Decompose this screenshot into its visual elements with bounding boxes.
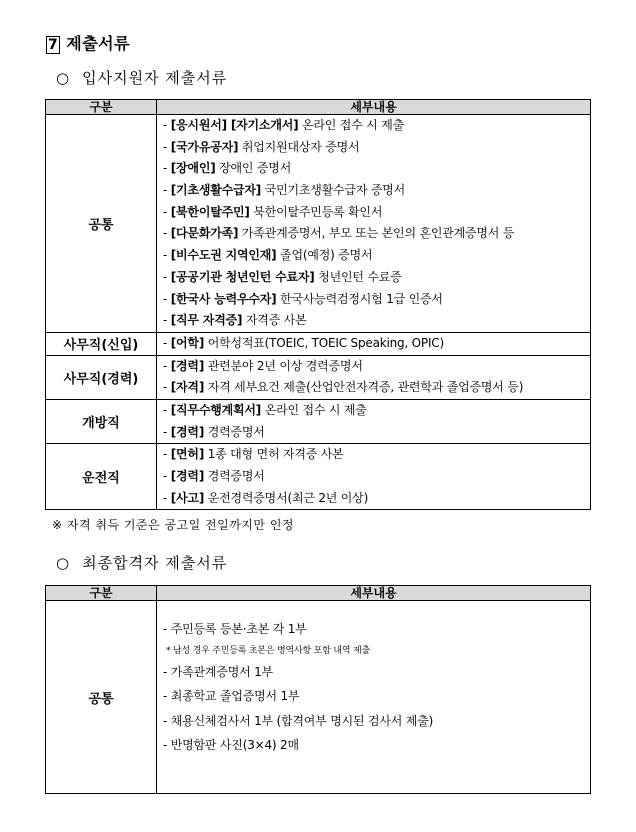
item-tag: [경력]: [170, 469, 205, 483]
items-cell: [157, 332, 591, 355]
table-row: [46, 444, 591, 510]
list-item: - 주민등록 등본·초본 각 1부: [163, 622, 307, 636]
list-item: [157, 488, 590, 510]
item-text: 온라인 접수 시 제출: [298, 118, 405, 132]
list-item: - 반명함판 사진(3×4) 2매: [163, 738, 299, 752]
list-item: - 가족관계증명서 1부: [163, 664, 273, 679]
dash-marker: -: [163, 291, 171, 306]
item-tag: [직무 자격증]: [170, 313, 243, 328]
list-item: [157, 267, 590, 289]
item-tag: [경력]: [170, 424, 205, 439]
list-item: [157, 444, 590, 466]
item-tag: [장애인]: [170, 161, 216, 176]
bullet-circle: ○: [56, 69, 71, 87]
dash-marker: -: [163, 204, 171, 219]
category-cell: 공통: [46, 115, 157, 333]
list-item: - 채용신체검사서 1부 (합격여부 명시된 검사서 제출): [163, 713, 434, 728]
section-title: [46, 31, 130, 54]
section-number: 7: [48, 37, 59, 53]
dash-marker: -: [163, 183, 171, 198]
subheading-text: 입사지원자 제출서류: [82, 69, 228, 87]
item-text: 청년인턴 수료증: [314, 269, 402, 284]
items-cell: [157, 601, 591, 794]
item-tag: [기초생활수급자]: [170, 183, 262, 198]
list-item: [157, 137, 590, 159]
dash-marker: -: [163, 118, 171, 132]
item-text: 졸업(예정) 증명서: [276, 248, 373, 263]
item-tag: [사고]: [170, 490, 205, 505]
list-item: - 최종학교 졸업증명서 1부: [163, 689, 300, 703]
table-row: [46, 399, 591, 443]
header-details: 세부내용: [157, 100, 591, 115]
qualification-note: ※ 자격 취득 기준은 공고일 전일까지만 인정: [52, 518, 295, 532]
subheading-final: [56, 552, 227, 573]
applicant-documents-table: [45, 99, 591, 510]
item-tag: [한국사 능력우수자]: [170, 291, 277, 306]
item-text: 장애인 증명서: [215, 161, 292, 176]
dash-marker: -: [163, 490, 171, 505]
items-cell: [157, 355, 591, 399]
dash-marker: -: [163, 358, 171, 373]
header-category: 구분: [46, 586, 157, 601]
dash-marker: -: [163, 313, 171, 328]
item-tag: [다문화가족]: [170, 226, 239, 241]
items-cell: [157, 444, 591, 510]
dash-marker: -: [163, 469, 171, 483]
category-cell: 사무직(신입): [46, 332, 157, 355]
item-text: 경력증명서: [204, 424, 265, 439]
dash-marker: -: [163, 447, 171, 462]
item-text: 어학성적표(TOEIC, TOEIC Speaking, OPIC): [204, 335, 444, 350]
item-tag: [자격]: [170, 380, 205, 395]
item-text: 관련분야 2년 이상 경력증명서: [204, 358, 363, 373]
table-row: [46, 355, 591, 399]
item-text: 북한이탈주민등록 확인서: [249, 204, 383, 219]
header-details: 세부내용: [157, 586, 591, 601]
item-tag: [응시원서] [자기소개서]: [170, 118, 299, 132]
dash-marker: -: [163, 139, 171, 154]
table-row: [46, 332, 591, 355]
list-item: [157, 289, 590, 311]
list-item: [157, 158, 590, 180]
item-tag: [공공기관 청년인턴 수료자]: [170, 269, 315, 284]
items-cell: [157, 115, 591, 333]
bullet-circle: ○: [56, 554, 71, 572]
item-text: 자격 세부요건 제출(산업안전자격증, 관련학과 졸업증명서 등): [204, 380, 524, 395]
dash-marker: -: [163, 335, 171, 350]
item-text: 경력증명서: [204, 469, 265, 483]
dash-marker: -: [163, 424, 171, 439]
category-cell: 운전직: [46, 444, 157, 510]
category-cell: 사무직(경력): [46, 355, 157, 399]
item-tag: [직무수행계획서]: [170, 402, 262, 417]
header-category: 구분: [46, 100, 157, 115]
list-item: [157, 400, 590, 422]
dash-marker: -: [163, 248, 171, 263]
subheading-text: 최종합격자 제출서류: [82, 554, 228, 572]
table-row: [46, 115, 591, 333]
item-tag: [비수도권 지역인재]: [170, 248, 277, 263]
dash-marker: -: [163, 380, 171, 395]
item-text: 한국사능력검정시험 1급 인증서: [276, 291, 443, 306]
item-text: 국민기초생활수급자 증명서: [261, 183, 406, 198]
list-item: [157, 356, 590, 378]
item-text: 운전경력증명서(최근 2년 이상): [204, 490, 369, 505]
items-cell: [157, 399, 591, 443]
list-item: [157, 245, 590, 267]
list-item: [157, 422, 590, 444]
list-item: [157, 202, 590, 224]
item-tag: [면허]: [170, 447, 205, 462]
subheading-applicants: [56, 67, 227, 88]
item-tag: [북한이탈주민]: [170, 204, 250, 219]
dash-marker: -: [163, 269, 171, 284]
dash-marker: -: [163, 161, 171, 176]
list-item: [157, 377, 590, 399]
item-text: 온라인 접수 시 제출: [261, 402, 367, 417]
category-cell: 공통: [46, 601, 157, 794]
list-item: [157, 180, 590, 202]
list-item-note: * 남성 경우 주민등록 초본은 병역사항 포함 내역 제출: [166, 645, 370, 656]
list-item: [157, 333, 590, 355]
item-tag: [경력]: [170, 358, 205, 373]
section-title-text: 제출서류: [66, 34, 131, 53]
item-tag: [국가유공자]: [170, 139, 239, 154]
list-item: [157, 310, 590, 332]
item-text: 가족관계증명서, 부모 또는 본인의 혼인관계증명서 등: [238, 226, 515, 241]
final-documents-table: [45, 585, 591, 794]
item-text: 1종 대형 면허 자격증 사본: [204, 447, 344, 462]
list-item: [157, 115, 590, 137]
dash-marker: -: [163, 402, 171, 417]
list-item: [157, 223, 590, 245]
category-cell: 개방직: [46, 399, 157, 443]
item-tag: [어학]: [170, 335, 205, 350]
item-text: 자격증 사본: [242, 313, 307, 328]
dash-marker: -: [163, 226, 171, 241]
item-text: 취업지원대상자 증명서: [238, 139, 360, 154]
list-item: [157, 466, 590, 488]
